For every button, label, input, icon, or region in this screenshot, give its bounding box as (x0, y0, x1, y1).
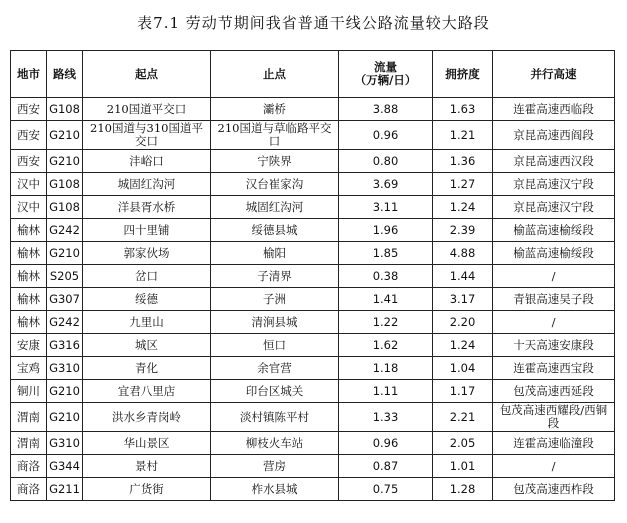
header-congestion: 拥挤度 (433, 51, 493, 98)
header-city: 地市 (11, 51, 47, 98)
cell-city: 西安 (11, 98, 47, 121)
cell-route: G344 (47, 455, 83, 478)
table-row (11, 357, 615, 380)
cell-flow: 1.22 (339, 311, 433, 334)
table-row (11, 242, 615, 265)
cell-congestion: 1.28 (433, 478, 493, 501)
cell-route: G108 (47, 173, 83, 196)
cell-end: 灞桥 (211, 98, 339, 121)
cell-city: 榆林 (11, 311, 47, 334)
cell-end: 营房 (211, 455, 339, 478)
cell-city: 西安 (11, 121, 47, 150)
cell-route: S205 (47, 265, 83, 288)
table-row (11, 219, 615, 242)
cell-end: 榆阳 (211, 242, 339, 265)
cell-congestion: 1.17 (433, 380, 493, 403)
cell-start: 洋县胥水桥 (83, 196, 211, 219)
table-body (11, 98, 615, 501)
cell-city: 榆林 (11, 219, 47, 242)
header-row (11, 51, 615, 98)
cell-start: 景村 (83, 455, 211, 478)
cell-end: 城固红沟河 (211, 196, 339, 219)
table-row (11, 432, 615, 455)
cell-congestion: 1.01 (433, 455, 493, 478)
cell-city: 汉中 (11, 196, 47, 219)
cell-start: 沣峪口 (83, 150, 211, 173)
cell-parallel-expressway: / (493, 265, 615, 288)
cell-start: 绥德 (83, 288, 211, 311)
cell-route: G210 (47, 403, 83, 432)
cell-city: 安康 (11, 334, 47, 357)
cell-city: 榆林 (11, 242, 47, 265)
table-row (11, 150, 615, 173)
cell-route: G211 (47, 478, 83, 501)
cell-start: 210国道平交口 (83, 98, 211, 121)
header-start: 起点 (83, 51, 211, 98)
cell-flow: 3.11 (339, 196, 433, 219)
cell-end: 恒口 (211, 334, 339, 357)
cell-congestion: 1.24 (433, 196, 493, 219)
cell-city: 商洛 (11, 478, 47, 501)
cell-flow: 3.69 (339, 173, 433, 196)
cell-congestion: 1.24 (433, 334, 493, 357)
cell-end: 柳枝火车站 (211, 432, 339, 455)
cell-congestion: 2.20 (433, 311, 493, 334)
cell-start: 洪水乡青岗岭 (83, 403, 211, 432)
header-end: 止点 (211, 51, 339, 98)
table-row (11, 173, 615, 196)
cell-end: 汉台崔家沟 (211, 173, 339, 196)
cell-parallel-expressway: / (493, 311, 615, 334)
cell-parallel-expressway: 连霍高速西临段 (493, 98, 615, 121)
cell-congestion: 2.39 (433, 219, 493, 242)
cell-flow: 1.85 (339, 242, 433, 265)
table-row (11, 380, 615, 403)
cell-flow: 0.75 (339, 478, 433, 501)
cell-flow: 0.96 (339, 432, 433, 455)
cell-route: G210 (47, 121, 83, 150)
cell-congestion: 1.21 (433, 121, 493, 150)
cell-city: 渭南 (11, 432, 47, 455)
cell-parallel-expressway: 包茂高速西耀段/西铜段 (493, 403, 615, 432)
cell-flow: 1.41 (339, 288, 433, 311)
cell-city: 宝鸡 (11, 357, 47, 380)
cell-start: 城区 (83, 334, 211, 357)
cell-end: 柞水县城 (211, 478, 339, 501)
cell-city: 榆林 (11, 288, 47, 311)
cell-flow: 1.96 (339, 219, 433, 242)
table-row (11, 121, 615, 150)
table-row (11, 334, 615, 357)
cell-congestion: 1.44 (433, 265, 493, 288)
cell-parallel-expressway: 京昆高速西阎段 (493, 121, 615, 150)
cell-start: 华山景区 (83, 432, 211, 455)
cell-congestion: 1.36 (433, 150, 493, 173)
cell-city: 渭南 (11, 403, 47, 432)
cell-flow: 0.96 (339, 121, 433, 150)
cell-flow: 1.33 (339, 403, 433, 432)
cell-city: 商洛 (11, 455, 47, 478)
header-flow: 流量 （万辆/日） (339, 51, 433, 98)
cell-congestion: 1.04 (433, 357, 493, 380)
table-row (11, 478, 615, 501)
cell-parallel-expressway: 京昆高速西汉段 (493, 150, 615, 173)
cell-route: G307 (47, 288, 83, 311)
table-row (11, 311, 615, 334)
cell-route: G210 (47, 242, 83, 265)
table-row (11, 98, 615, 121)
cell-flow: 0.87 (339, 455, 433, 478)
cell-city: 铜川 (11, 380, 47, 403)
cell-flow: 0.80 (339, 150, 433, 173)
table-row (11, 265, 615, 288)
header-route: 路线 (47, 51, 83, 98)
table-row (11, 455, 615, 478)
cell-end: 余官营 (211, 357, 339, 380)
cell-start: 宜君八里店 (83, 380, 211, 403)
cell-parallel-expressway: 榆蓝高速榆绥段 (493, 219, 615, 242)
cell-city: 汉中 (11, 173, 47, 196)
cell-end: 宁陕界 (211, 150, 339, 173)
cell-parallel-expressway: / (493, 455, 615, 478)
cell-end: 清涧县城 (211, 311, 339, 334)
cell-flow: 1.62 (339, 334, 433, 357)
cell-congestion: 1.27 (433, 173, 493, 196)
cell-route: G310 (47, 432, 83, 455)
cell-parallel-expressway: 连霍高速西宝段 (493, 357, 615, 380)
cell-flow: 3.88 (339, 98, 433, 121)
table-row (11, 403, 615, 432)
cell-end: 印台区城关 (211, 380, 339, 403)
cell-congestion: 3.17 (433, 288, 493, 311)
cell-parallel-expressway: 包茂高速西延段 (493, 380, 615, 403)
cell-congestion: 4.88 (433, 242, 493, 265)
cell-end: 210国道与草临路平交口 (211, 121, 339, 150)
cell-parallel-expressway: 青银高速吴子段 (493, 288, 615, 311)
cell-route: G108 (47, 98, 83, 121)
table-title: 表7.1 劳动节期间我省普通干线公路流量较大路段 (137, 14, 490, 32)
cell-congestion: 2.05 (433, 432, 493, 455)
cell-route: G210 (47, 380, 83, 403)
cell-city: 西安 (11, 150, 47, 173)
cell-route: G316 (47, 334, 83, 357)
cell-flow: 0.38 (339, 265, 433, 288)
cell-start: 郭家伙场 (83, 242, 211, 265)
cell-start: 岔口 (83, 265, 211, 288)
cell-parallel-expressway: 榆蓝高速榆绥段 (493, 242, 615, 265)
cell-city: 榆林 (11, 265, 47, 288)
cell-route: G242 (47, 219, 83, 242)
cell-congestion: 2.21 (433, 403, 493, 432)
cell-flow: 1.11 (339, 380, 433, 403)
traffic-table (10, 50, 615, 501)
cell-parallel-expressway: 京昆高速汉宁段 (493, 173, 615, 196)
cell-start: 九里山 (83, 311, 211, 334)
cell-end: 绥德县城 (211, 219, 339, 242)
cell-start: 210国道与310国道平交口 (83, 121, 211, 150)
cell-start: 广货街 (83, 478, 211, 501)
header-parallel-expressway: 并行高速 (493, 51, 615, 98)
cell-route: G310 (47, 357, 83, 380)
cell-end: 子洲 (211, 288, 339, 311)
cell-congestion: 1.63 (433, 98, 493, 121)
cell-route: G242 (47, 311, 83, 334)
cell-start: 青化 (83, 357, 211, 380)
cell-parallel-expressway: 京昆高速汉宁段 (493, 196, 615, 219)
table-row (11, 196, 615, 219)
cell-start: 四十里铺 (83, 219, 211, 242)
cell-parallel-expressway: 连霍高速临潼段 (493, 432, 615, 455)
cell-end: 子清界 (211, 265, 339, 288)
table-row (11, 288, 615, 311)
cell-route: G210 (47, 150, 83, 173)
cell-flow: 1.18 (339, 357, 433, 380)
cell-route: G108 (47, 196, 83, 219)
cell-parallel-expressway: 包茂高速西柞段 (493, 478, 615, 501)
cell-end: 淡村镇陈平村 (211, 403, 339, 432)
cell-start: 城固红沟河 (83, 173, 211, 196)
cell-parallel-expressway: 十天高速安康段 (493, 334, 615, 357)
